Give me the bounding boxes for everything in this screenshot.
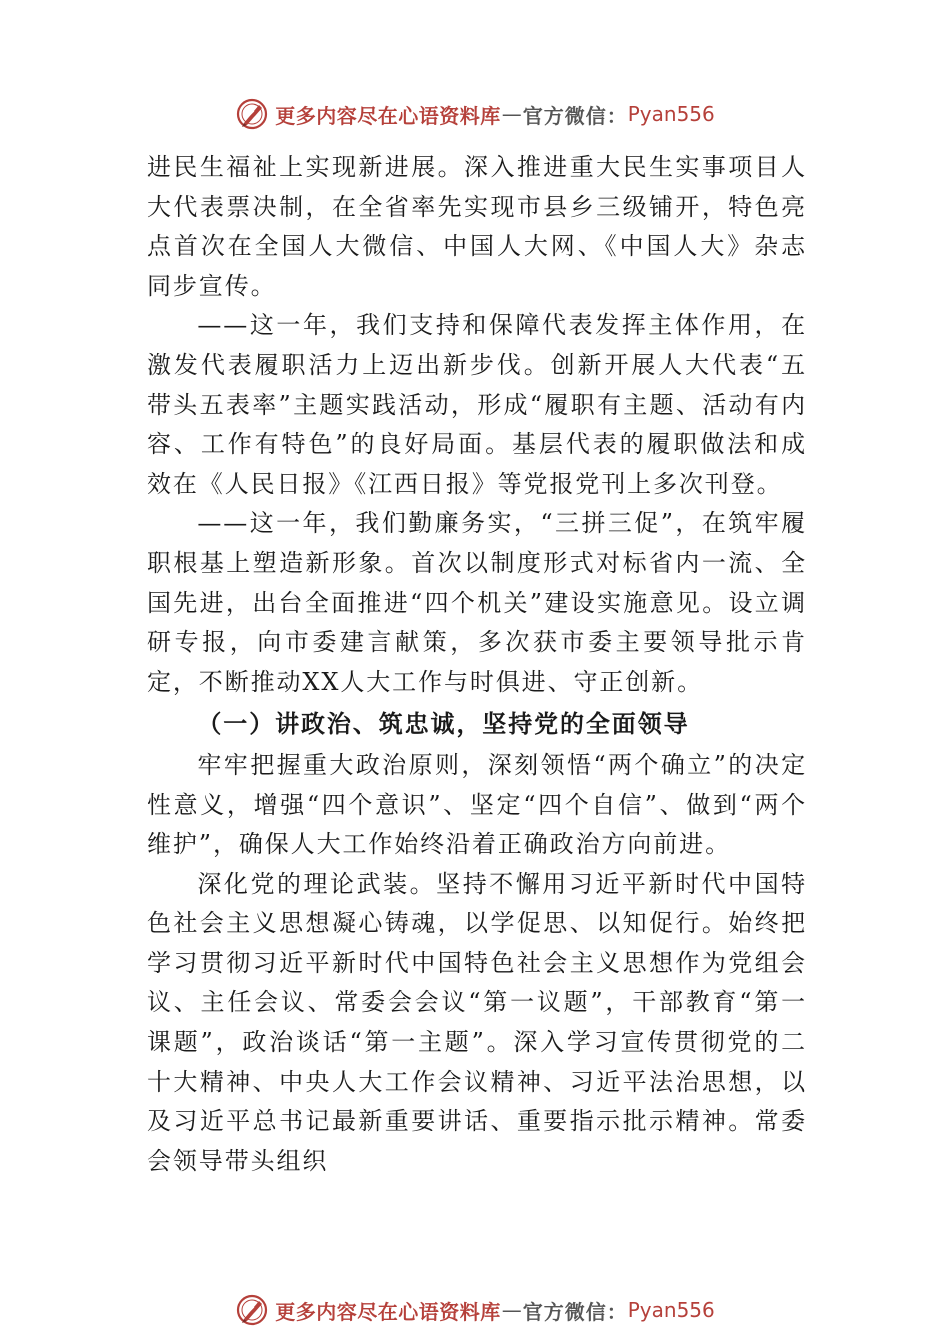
- watermark-official: 官方微信：: [522, 103, 628, 128]
- paragraph-representatives: ——这一年，我们支持和保障代表发挥主体作用，在激发代表履职活力上迈出新步伐。创新开展人大代表“五带头五表率”主题实践活动，形成“履职有主题、活动有内容、工作有特色”的良好局面。基层代表的履职做法和成效在《人民日报》《江西日报》等党报党刊上多次刊登。: [147, 311, 807, 498]
- footer-watermark: [0, 1290, 950, 1330]
- watermark-brand: 更多内容尽在心语资料库: [275, 103, 501, 128]
- watermark-dash: —: [501, 102, 522, 126]
- quill-pen-logo-icon: [235, 1293, 269, 1327]
- watermark-official: 官方微信：: [522, 1299, 628, 1324]
- watermark-brand: 更多内容尽在心语资料库: [275, 1299, 501, 1324]
- quill-pen-logo-icon: [235, 97, 269, 131]
- document-body: [147, 148, 807, 1181]
- paragraph-political-principles: 牢牢把握重大政治原则，深刻领悟“两个确立”的决定性意义，增强“四个意识”、坚定“四个自信”、做到“两个维护”，确保人大工作始终沿着正确政治方向前进。: [147, 750, 807, 859]
- paragraph-continuation: 进民生福祉上实现新进展。深入推进重大民生实事项目人大代表票决制，在全省率先实现市县乡三级铺开，特色亮点首次在全国人大微信、中国人大网、《中国人大》杂志同步宣传。: [147, 153, 807, 300]
- watermark-account: Pyan556: [627, 102, 715, 126]
- watermark-account: Pyan556: [627, 1298, 715, 1322]
- watermark-dash: —: [501, 1298, 522, 1322]
- header-watermark: [0, 94, 950, 134]
- paragraph-theory: 深化党的理论武装。坚持不懈用习近平新时代中国特色社会主义思想凝心铸魂，以学促思、以知促行。始终把学习贯彻习近平新时代中国特色社会主义思想作为党组会议、主任会议、常委会会议“第一议题”，干部教育“第一课题”，政治谈话“第一主题”。深入学习宣传贯彻党的二十大精神、中央人大工作会议精神、习近平法治思想，以及习近平总书记最新重要讲话、重要指示批示精神。常委会领导带头组织: [147, 869, 807, 1175]
- paragraph-integrity: ——这一年，我们勤廉务实，“三拼三促”，在筑牢履职根基上塑造新形象。首次以制度形式对标省内一流、全国先进，出台全面推进“四个机关”建设实施意见。设立调研专报，向市委建言献策，多次获市委主要领导批示肯定，不断推动XX人大工作与时俱进、守正创新。: [147, 509, 807, 696]
- section-heading: （一）讲政治、筑忠诚，坚持党的全面领导: [197, 709, 690, 739]
